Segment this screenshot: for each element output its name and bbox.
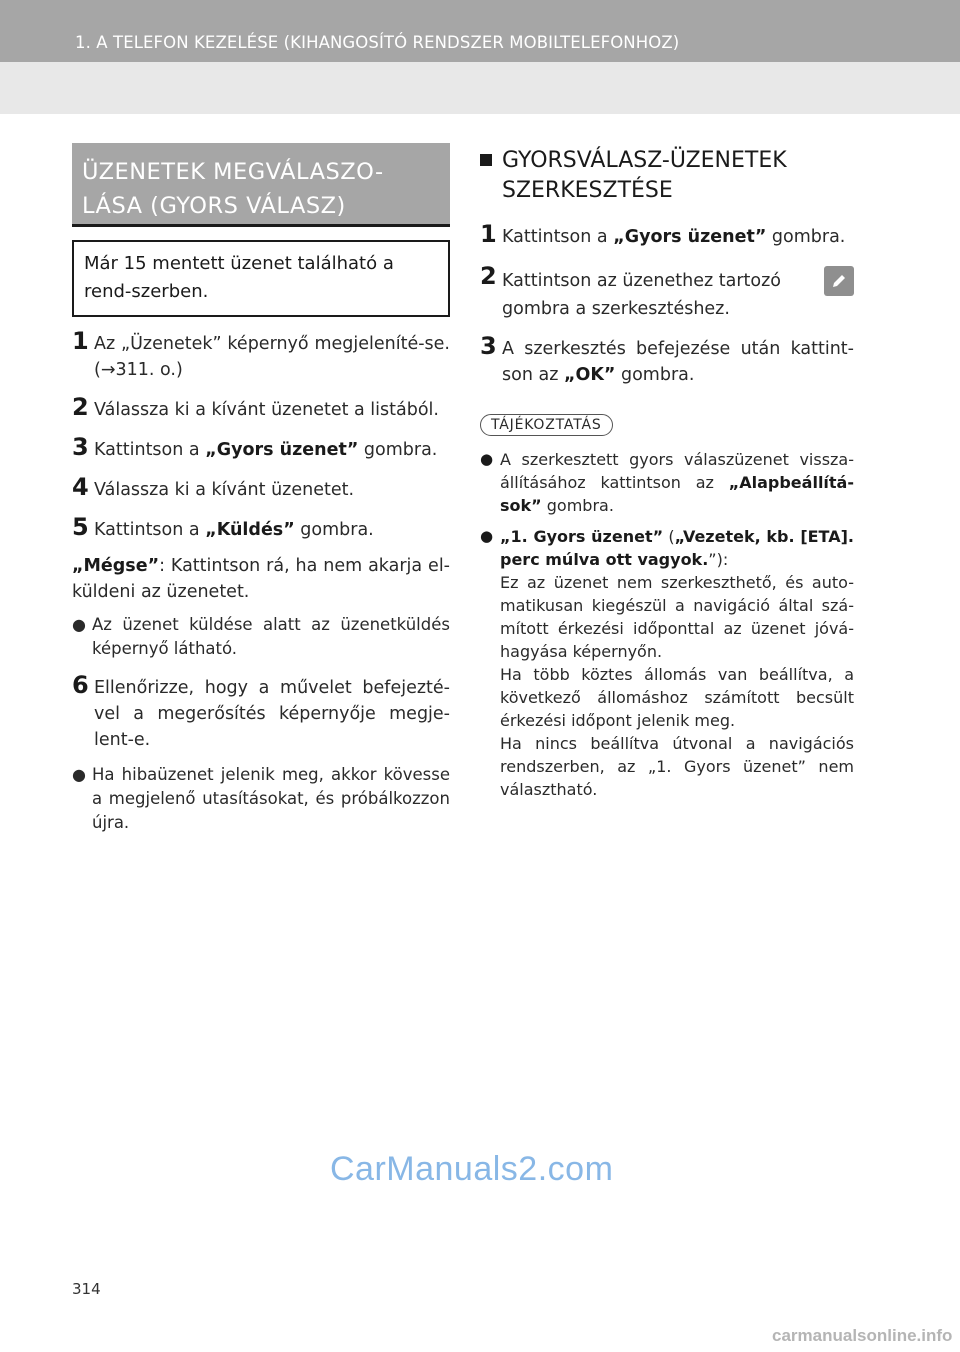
step-number: 5 (72, 513, 89, 541)
step-number: 1 (480, 220, 497, 248)
note-reset: ● A szerkesztett gyors válaszüzenet vissza-állításához kattintson az „Alapbeállítá-sok” gombra. (480, 450, 854, 515)
pencil-icon (824, 266, 854, 296)
step-text: Válassza ki a kívánt üzenetet. (94, 480, 355, 500)
step-text: A szerkesztés befejezése után kattint-son az „OK” gombra. (502, 339, 854, 385)
step-6 (72, 671, 450, 753)
step-2 (480, 262, 854, 322)
heading-line-2: SZERKESZTÉSE (502, 178, 673, 203)
step-1 (480, 220, 854, 250)
bullet-icon: ● (72, 615, 86, 634)
bullet-icon: ● (72, 765, 86, 784)
step-number: 3 (72, 433, 89, 461)
step-1 (72, 327, 450, 383)
alapbeallitasok-label: „Alapbeállítá-sok” (500, 473, 854, 515)
step-number: 2 (480, 262, 497, 290)
step-3 (480, 332, 854, 388)
step-5 (72, 513, 450, 543)
gyors-uzenet-label: „Gyors üzenet” (613, 227, 767, 247)
note-quick-message-1: ● „1. Gyors üzenet” („Vezetek, kb. [ETA]. perc múlva ott vagyok.”): Ez az üzenet nem szerkeszthető, és auto-matikusan kiegészül a navigáció által szá-mított érkezési időponttal az üzenet jóvá-hagyása képernyőn. Ha több köztes állomás van beállítva, a következő állomáshoz számított becsült érkezési időpont jelenik meg. Ha nincs beállítva útvonal a navigációs rendszerben, az „1. Gyors üzenet” nem választható. (480, 527, 855, 799)
mégse-label: „Mégse” (72, 556, 160, 576)
page-number: 314 (72, 1280, 101, 1298)
step-number: 3 (480, 332, 497, 360)
cancel-description: „Mégse”: Kattintson rá, ha nem akarja el-küldeni az üzenetet. (72, 556, 450, 602)
step-number: 2 (72, 393, 89, 421)
step-number: 1 (72, 327, 89, 355)
section-title-line-2: LÁSA (GYORS VÁLASZ) (82, 193, 346, 219)
bullet-error: ● Ha hibaüzenet jelenik meg, akkor kövesse a megjelenő utasításokat, és próbálkozzon újra. (72, 763, 450, 835)
gyors-uzenet-label: „Gyors üzenet” (205, 440, 359, 460)
step-text: Az „Üzenetek” képernyő megjeleníté-se. (→311. o.) (94, 334, 450, 380)
section-title-box (72, 143, 450, 227)
step-2 (72, 393, 450, 423)
info-tag: TÁJÉKOZTATÁS (480, 414, 613, 436)
step-3 (72, 433, 450, 463)
watermark: CarManuals2.com (330, 1150, 614, 1188)
corner-watermark: carmanualsonline.info (772, 1326, 953, 1345)
step-number: 4 (72, 473, 89, 501)
info-box: Már 15 mentett üzenet található a rend-szerben. (72, 240, 450, 317)
step-text: Kattintson a „Gyors üzenet” gombra. (94, 440, 438, 460)
bullet-icon: ● (480, 450, 494, 468)
step-number: 6 (72, 671, 89, 699)
kuldes-label: „Küldés” (205, 520, 295, 540)
step-text: Kattintson a „Küldés” gombra. (94, 520, 374, 540)
square-bullet-icon (480, 154, 492, 166)
left-column (72, 143, 450, 835)
step-4 (72, 473, 450, 503)
step-text: Válassza ki a kívánt üzenetet a listából. (94, 400, 439, 420)
bullet-sending: ● Az üzenet küldése alatt az üzenetküldés képernyő látható. (72, 613, 450, 661)
heading-line-1: GYORSVÁLASZ-ÜZENETEK (502, 148, 787, 173)
subsection-heading (480, 146, 854, 206)
bullet-icon: ● (480, 527, 494, 545)
ok-label: „OK” (563, 365, 616, 385)
right-column (480, 146, 854, 801)
step-text: Kattintson a „Gyors üzenet” gombra. (502, 227, 846, 247)
header-bar (0, 0, 960, 62)
page-header-title: 1. A TELEFON KEZELÉSE (KIHANGOSÍTÓ RENDSZER MOBILTELEFONHOZ) (75, 33, 680, 52)
step-text: Kattintson az üzenethez tartozó gombra a szerkesztéshez. (502, 266, 854, 322)
step-text: Ellenőrizze, hogy a művelet befejezté-vel a megerősítés képernyője megje-lent-e. (94, 678, 450, 750)
section-title-line-1: ÜZENETEK MEGVÁLASZO- (82, 159, 384, 185)
